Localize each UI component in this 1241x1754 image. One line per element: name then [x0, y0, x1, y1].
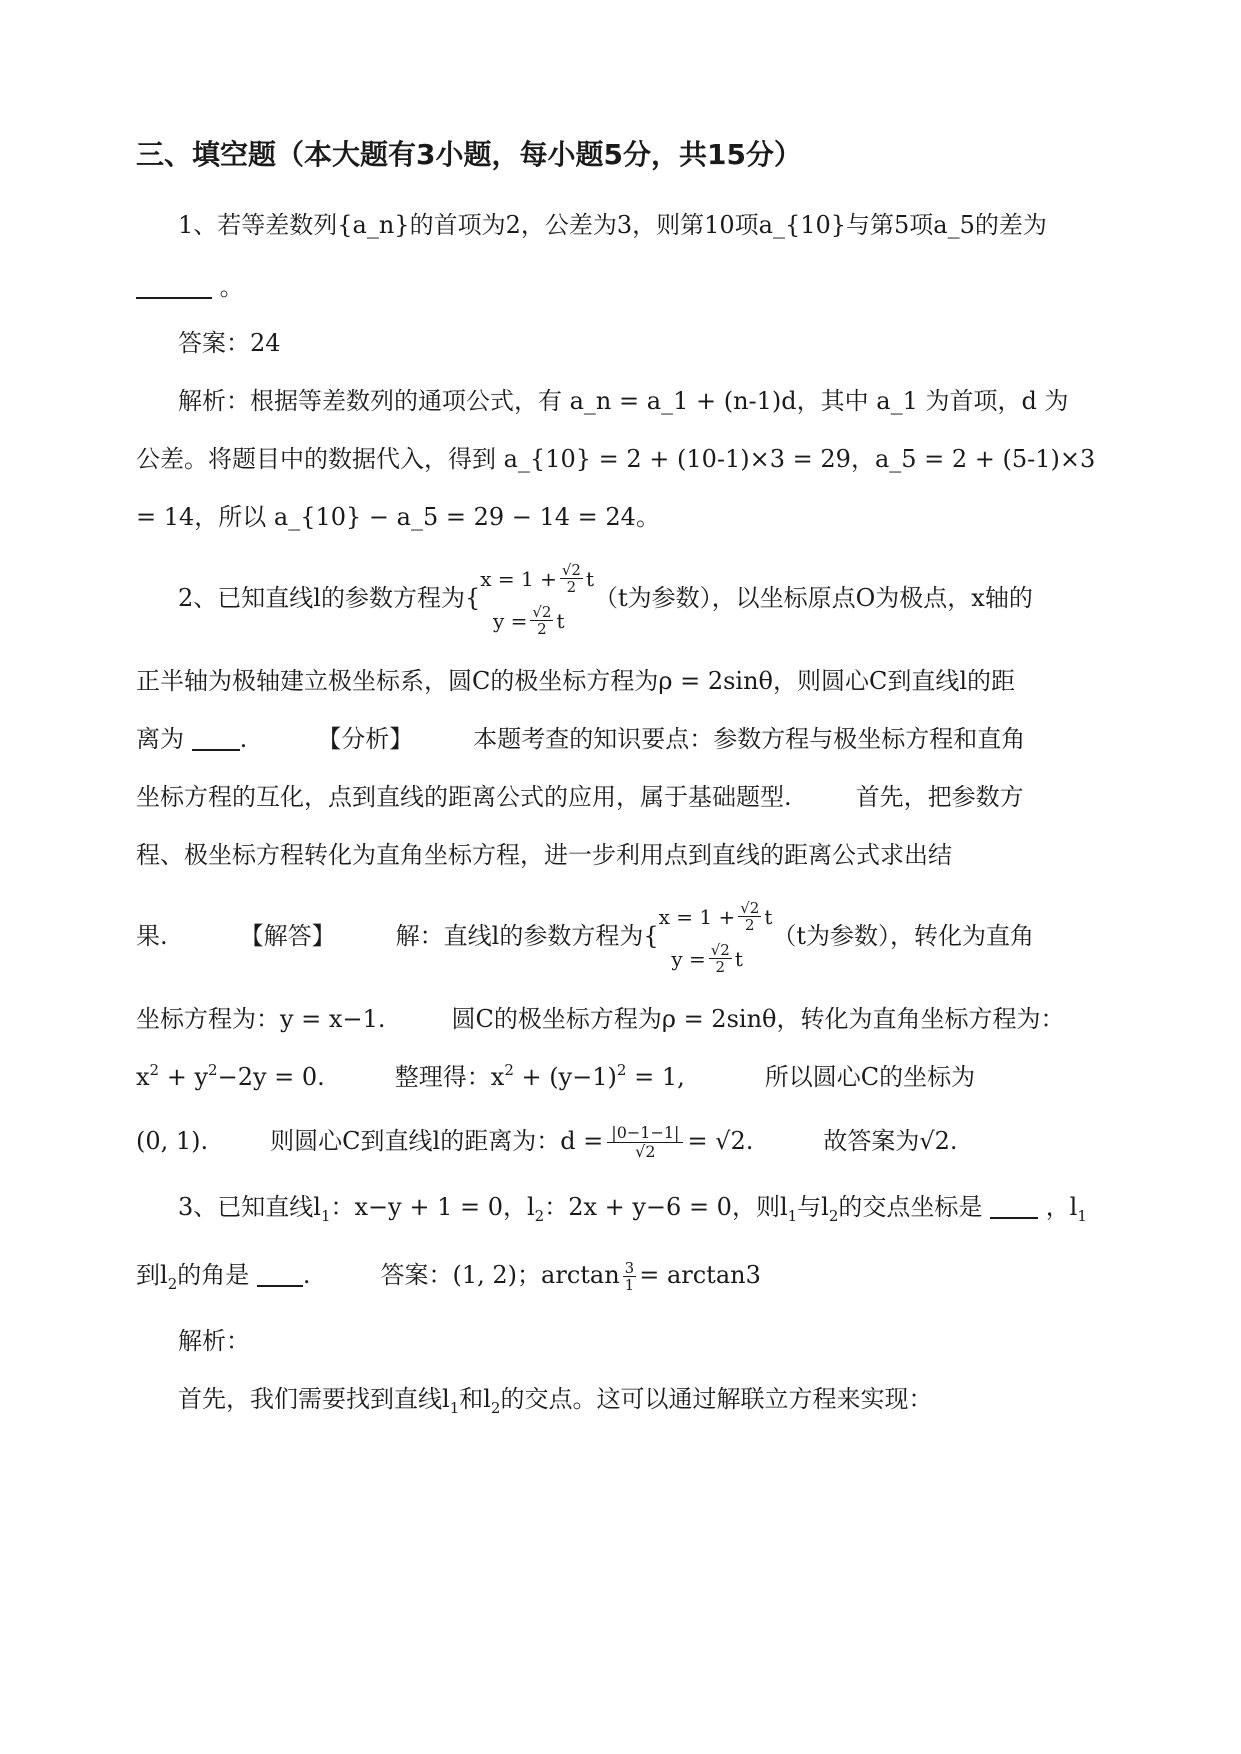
- q1-answer: 答案：24: [178, 329, 281, 357]
- frac-sqrt2-over-2: $\frac{√2}{2}$: [532, 603, 552, 638]
- q2-line-4: 坐标方程的互化，点到直线的距离公式的应用，属于基础题型. 首先，把参数方: [136, 783, 1024, 811]
- parametric-system: x = 1 + $\frac{√2}{2}$ t y = $\frac{√2}{2}$ t: [480, 561, 594, 638]
- parametric-system: x = 1 + $\frac{√2}{2}$ t y = $\frac{√2}{2}$ t: [658, 899, 773, 976]
- q1-analysis-1: 解析：根据等差数列的通项公式，有 a_n = a_1 + (n-1)d，其中 a_1 为首项，d 为: [178, 387, 1069, 415]
- q2-line-8: $x^2 + y^2-2y = 0$. 整理得：$x^2 + (y-1)^2 = 1$, 所以圆心C的坐标为: [136, 1061, 976, 1091]
- sys-x-label: x =: [480, 566, 515, 591]
- q1-analysis-2: 公差。将题目中的数据代入，得到 a_{10} = 2 + (10-1)×3 = 29，a_5 = 2 + (5-1)×3: [136, 445, 1096, 473]
- q2-line-9: (0, 1). 则圆心C到直线l的距离为：d = $\frac{|0-1-1|}{√2}$ = √2. 故答案为√2.: [136, 1123, 958, 1161]
- section-heading: 三、填空题（本大题有3小题，每小题5分，共15分）: [136, 138, 802, 171]
- answer-blank: [136, 273, 212, 299]
- answer-blank: [257, 1261, 303, 1287]
- q1-blank-line: [136, 272, 244, 302]
- q1-period: 。: [219, 273, 244, 301]
- q2-line-5: 程、极坐标方程转化为直角坐标方程，进一步利用点到直线的距离公式求出结: [136, 841, 952, 869]
- q3-line-2: 到$l_2$的角是 . 答案：(1, 2)；arctan $\frac{3}{1}$ = arctan3: [136, 1259, 761, 1294]
- q3-analysis-label: 解析：: [178, 1327, 250, 1355]
- sys-y-label: y =: [492, 608, 528, 633]
- solution-tag: 【解答】: [239, 922, 336, 950]
- q2-line-2: 正半轴为极轴建立极坐标系，圆C的极坐标方程为ρ = 2sinθ，则圆心C到直线l的距: [136, 667, 1016, 695]
- q3-analysis-1: 首先，我们需要找到直线$l_1$和$l_2$的交点。这可以通过解联立方程来实现：: [178, 1385, 933, 1417]
- arctan-fraction: $\frac{3}{1}$: [624, 1259, 635, 1294]
- q2-line-3: 离为 . 【分析】 本题考查的知识要点：参数方程与极坐标方程和直角: [136, 725, 1026, 753]
- q3-line-1: 3、已知直线$l_1$：x−y + 1 = 0，$l_2$：2x + y−6 = 0，则$l_1$与$l_2$的交点坐标是 ，$l_1$: [178, 1193, 1087, 1225]
- q1-analysis-3: = 14，所以 a_{10} − a_5 = 29 − 14 = 24。: [136, 503, 660, 531]
- analysis-tag: 【分析】: [317, 725, 414, 753]
- q2-stem-pre: 2、已知直线l的参数方程为{: [178, 584, 481, 612]
- q2-line-1: [178, 556, 1033, 642]
- sys-x-one: 1 +: [520, 566, 557, 591]
- q2-line-6: 果. 【解答】 解：直线l的参数方程为{ x = 1 + $\frac{√2}{2}$ t y = $\frac{√2}{2}$ t （t为参数），转化为直角: [136, 894, 1034, 980]
- q1-text: 1、若等差数列{a_n}的首项为2，公差为3，则第10项a_{10}与第5项a_5的差为: [178, 211, 1047, 239]
- distance-fraction: $\frac{|0-1-1|}{√2}$: [607, 1124, 683, 1161]
- answer-blank: [990, 1193, 1038, 1219]
- answer-blank: [192, 725, 240, 751]
- q2-line-7: 坐标方程为：y = x−1. 圆C的极坐标方程为ρ = 2sinθ，转化为直角坐标方程为：: [136, 1005, 1065, 1033]
- q2-stem-post: （t为参数），以坐标原点O为极点，x轴的: [593, 584, 1033, 612]
- frac-sqrt2-over-2: $\frac{√2}{2}$: [561, 561, 581, 596]
